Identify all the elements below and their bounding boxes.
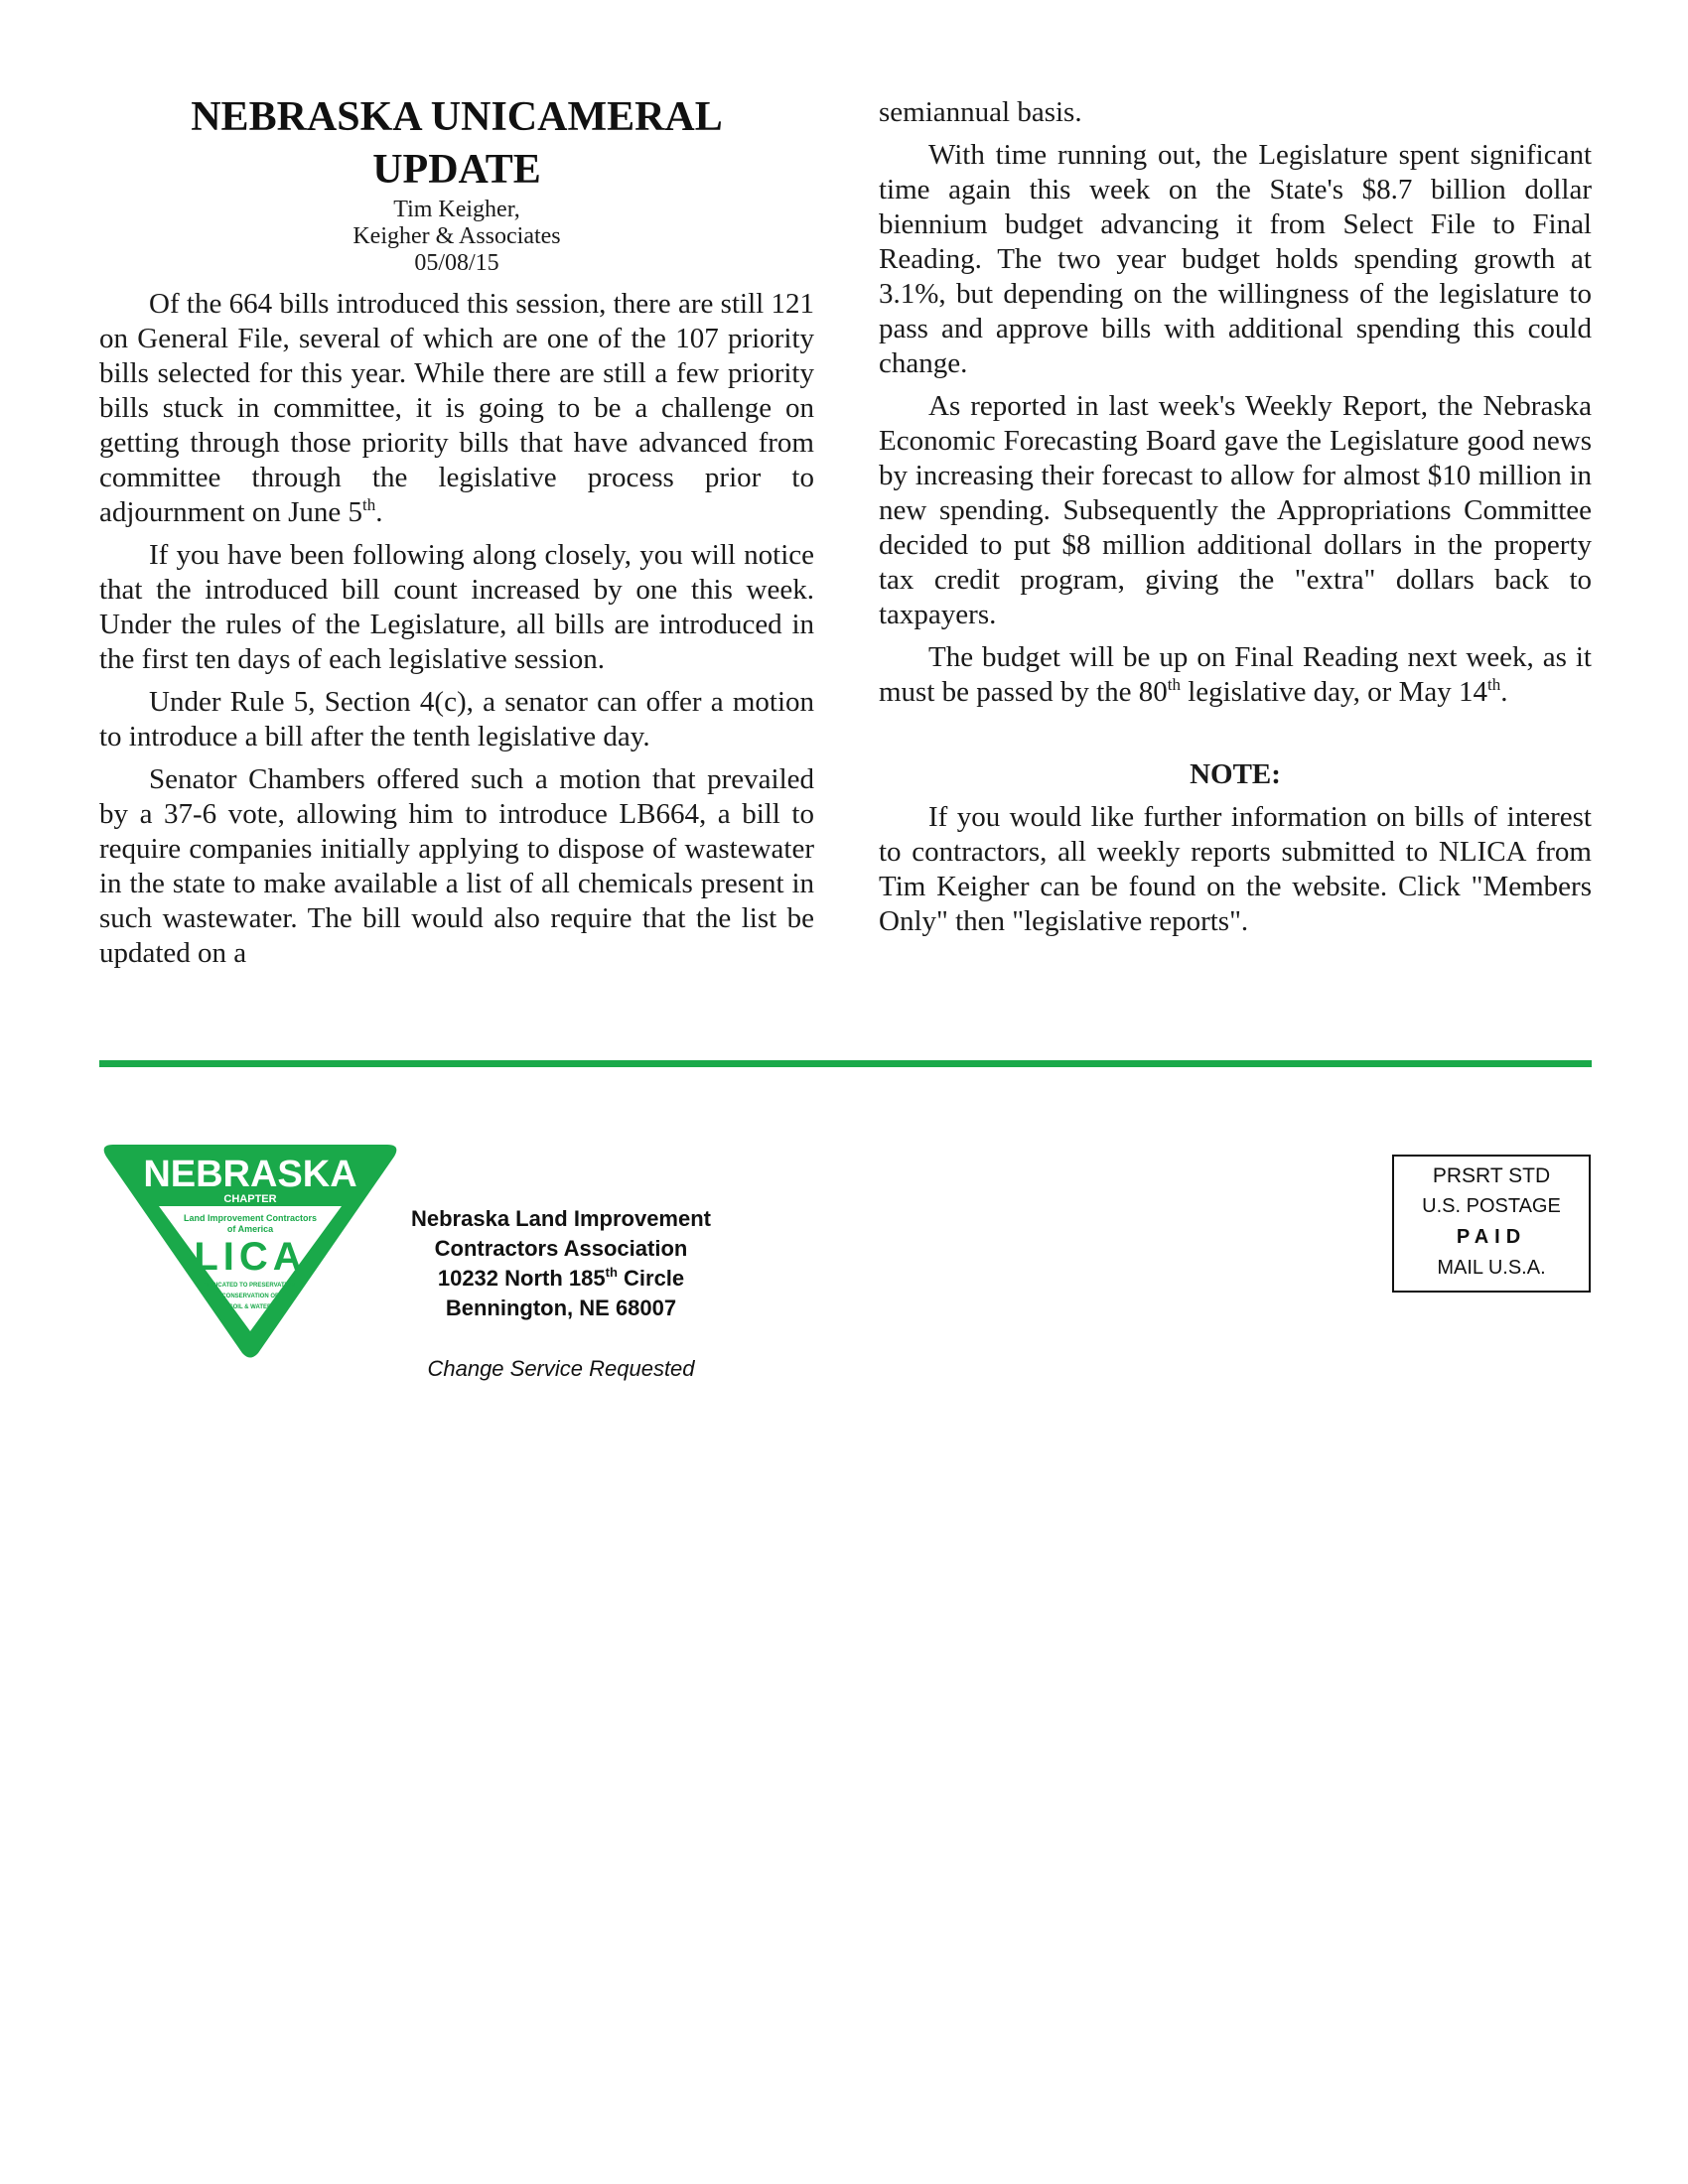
address-line-4: Bennington, NE 68007 <box>445 1296 677 1320</box>
address-line-1: Nebraska Land Improvement <box>411 1206 711 1231</box>
paragraph-7: The budget will be up on Final Reading next week, as it must be passed by the 80th legislative day, or May 14th. <box>879 641 1592 708</box>
logo-motto-1: DEDICATED TO PRESERVATION, <box>203 1283 298 1289</box>
paragraph-2: If you have been following along closely, you will notice that the introduced bill count increased by one this week. Under the rules of the Legislature, all bills are introduced in the first ten days of each legislative session. <box>99 539 814 675</box>
note-paragraph: If you would like further information on bills of interest to contractors, all weekly reports submitted to NLICA from Tim Keigher can be found on the website. Click "Members Only" then "legislative reports". <box>879 801 1592 937</box>
logo-tagline-1: Land Improvement Contractors <box>183 1213 318 1223</box>
logo-chapter-label: CHAPTER <box>223 1193 277 1205</box>
paragraph-4: Senator Chambers offered such a motion that prevailed by a 37-6 vote, allowing him to introduce LB664, a bill to require companies initially applying to dispose of wastewater in the state to make available a list of all chemicals present in such wastewater. The bill would also require that the list be updated on a <box>99 763 814 969</box>
title-line-2: UPDATE <box>372 147 541 193</box>
postage-indicia <box>1392 1155 1591 1293</box>
paragraph-3: Under Rule 5, Section 4(c), a senator can offer a motion to introduce a bill after the tenth legislative day. <box>99 686 814 752</box>
address-line-3: 10232 North 185th Circle <box>437 1265 685 1291</box>
logo-word-lica: LICA <box>194 1235 307 1279</box>
return-address <box>397 1204 725 1323</box>
postage-line-2: U.S. POSTAGE <box>1422 1195 1561 1217</box>
paragraph-1: Of the 664 bills introduced this session, there are still 121 on General File, several of which are one of the 107 priority bills selected for this year. While there are still a few priority bills stuck in committee, it is going to be a challenge on getting through those priority bills that have advanced from committee through the legislative process prior to adjournment on June 5th. <box>99 288 814 528</box>
article-title <box>99 91 814 197</box>
postage-paid: PAID <box>1456 1226 1527 1248</box>
author-name: Tim Keigher, <box>393 197 520 222</box>
byline <box>99 197 814 277</box>
title-line-1: NEBRASKA UNICAMERAL <box>191 94 723 140</box>
postage-line-4: MAIL U.S.A. <box>1437 1257 1546 1279</box>
logo-tagline-2: of America <box>226 1224 274 1234</box>
paragraph-6: As reported in last week's Weekly Report, the Nebraska Economic Forecasting Board gave the Legislature good news by increasing their forecast to allow for almost $10 million in new spending. Subsequently the Appropriations Committee decided to put $8 million additional dollars in the property tax credit program, giving the "extra" dollars back to taxpayers. <box>879 390 1592 630</box>
change-service-requested: Change Service Requested <box>427 1356 695 1381</box>
logo-word-nebraska: NEBRASKA <box>143 1154 357 1195</box>
author-company: Keigher & Associates <box>352 223 561 249</box>
left-column <box>99 91 814 979</box>
nebraska-lica-logo <box>99 1145 401 1358</box>
paragraph-5: With time running out, the Legislature spent significant time again this week on the State's $8.7 billion dollar biennium budget advancing it from Select File to Final Reading. The two year budget holds spending growth at 3.1%, but depending on the willingness of the legislature to pass and approve bills with additional spending this could change. <box>879 139 1592 379</box>
paragraph-4-continued: semiannual basis. <box>879 96 1082 128</box>
article-date: 05/08/15 <box>414 250 499 276</box>
logo-motto-2: CONSERVATION OF <box>221 1294 279 1299</box>
address-line-2: Contractors Association <box>434 1236 688 1261</box>
right-column <box>879 95 1592 947</box>
green-divider <box>99 1060 1592 1067</box>
note-heading: NOTE: <box>1190 758 1281 790</box>
postage-line-1: PRSRT STD <box>1432 1164 1551 1187</box>
logo-motto-3: SOIL & WATER <box>228 1304 272 1310</box>
